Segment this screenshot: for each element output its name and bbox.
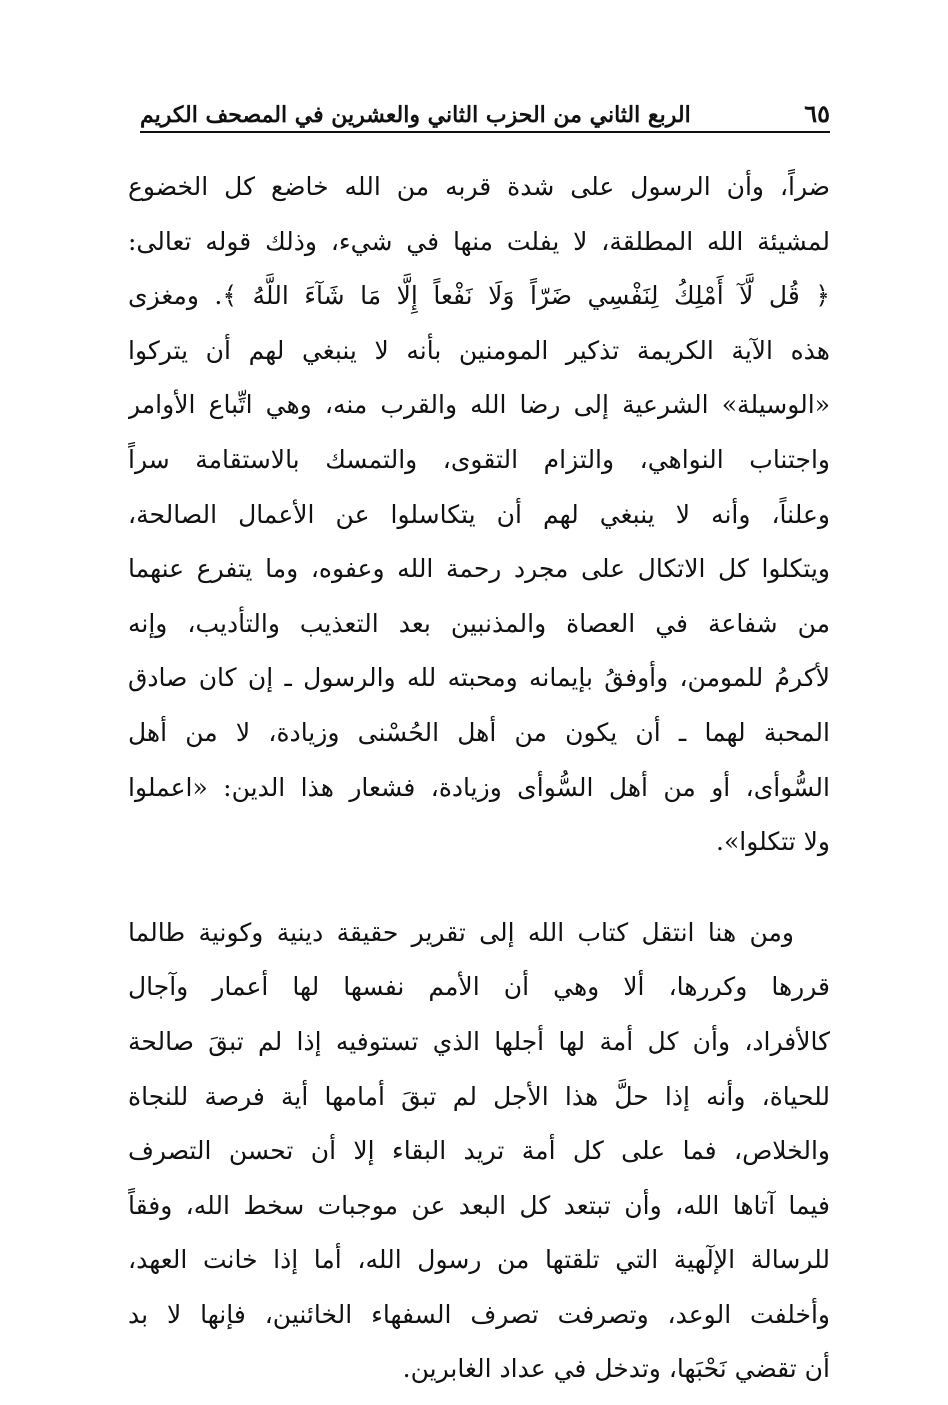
text-line: فيما آتاها الله، وأن تبتعد كل البعد عن موجبات سخط الله، وفقاً <box>128 1190 830 1220</box>
running-header <box>140 88 830 128</box>
page-number: ٦٥ <box>804 99 830 128</box>
body-text <box>128 160 830 1397</box>
text-line: للحياة، وأنه إذا حلَّ هذا الأجل لم تبقَ أمامها أية فرصة للنجاة <box>128 1081 830 1111</box>
text-line: ومن هنا انتقل كتاب الله إلى تقرير حقيقة دينية وكونية طالما <box>128 917 794 947</box>
text-line: لمشيئة الله المطلقة، لا يفلت منها في شيء، وذلك قوله تعالى: <box>128 226 830 256</box>
text-line: المحبة لهما ـ أن يكون من أهل الحُسْنى وزيادة، لا من أهل <box>128 717 830 747</box>
text-line: «الوسيلة» الشرعية إلى رضا الله والقرب منه، وهي اتِّباع الأوامر <box>128 390 830 420</box>
text-line: ولا تتكلوا». <box>716 827 830 857</box>
quran-verse-line: ﴿ قُل لَّآ أَمْلِكُ لِنَفْسِي ضَرّاً وَلَا نَفْعاً إِلَّا مَا شَآءَ اللَّهُ ﴾. ومغزى <box>128 281 830 311</box>
text-line: السُّوأى، أو من أهل السُّوأى وزيادة، فشعار هذا الدين: «اعملوا <box>128 772 830 802</box>
text-line: لأكرمُ للمومن، وأوفقُ بإيمانه ومحبته لله والرسول ـ إن كان صادق <box>128 663 830 693</box>
paragraph-gap <box>128 870 830 906</box>
text-line: ضراً، وأن الرسول على شدة قربه من الله خاضع كل الخضوع <box>128 172 830 201</box>
paragraph-1 <box>128 160 830 870</box>
text-line: للرسالة الإلٓهية التي تلقتها من رسول الله، أما إذا خانت العهد، <box>128 1245 830 1275</box>
header-rule <box>140 131 830 133</box>
text-line: ويتكلوا كل الاتكال على مجرد رحمة الله وعفوه، وما يتفرع عنهما <box>128 554 830 584</box>
header-title: الربع الثاني من الحزب الثاني والعشرين في المصحف الكريم <box>140 102 691 128</box>
text-line: كالأفراد، وأن كل أمة لها أجلها الذي تستوفيه إذا لم تبقَ صالحة <box>128 1026 830 1056</box>
paragraph-2 <box>128 906 830 1397</box>
text-line: أن تقضي نَحْبَها، وتدخل في عداد الغابرين. <box>402 1354 830 1384</box>
text-line: واجتناب النواهي، والتزام التقوى، والتمسك بالاستقامة سراً <box>128 444 830 474</box>
text-line: من شفاعة في العصاة والمذنبين بعد التعذيب والتأديب، وإنه <box>128 608 830 638</box>
text-line: هذه الآية الكريمة تذكير المومنين بأنه لا ينبغي لهم أن يتركوا <box>128 335 830 365</box>
text-line: وعلناً، وأنه لا ينبغي لهم أن يتكاسلوا عن الأعمال الصالحة، <box>128 499 830 529</box>
text-line: وأخلفت الوعد، وتصرفت تصرف السفهاء الخائنين، فإنها لا بد <box>128 1299 830 1329</box>
text-line: والخلاص، فما على كل أمة تريد البقاء إلا أن تحسن التصرف <box>128 1136 830 1166</box>
text-line: قررها وكررها، ألا وهي أن الأمم نفسها لها أعمار وآجال <box>128 972 830 1002</box>
